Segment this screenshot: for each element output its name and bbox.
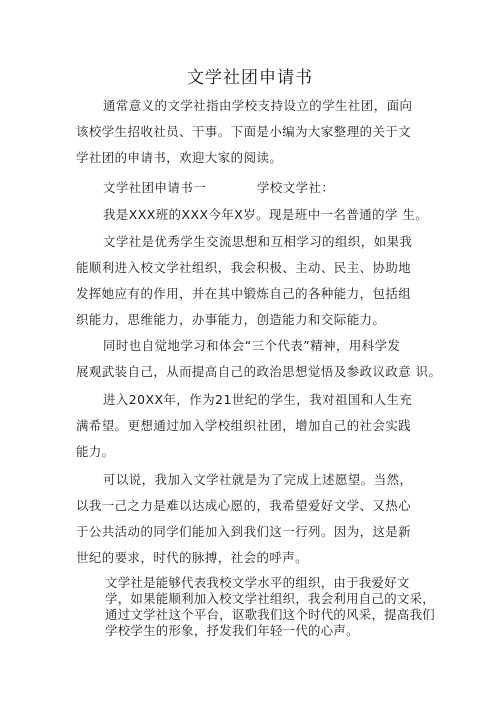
paragraph-line: 以我一己之力是难以达成心愿的，我希望爱好文学、又热心 <box>76 498 412 513</box>
salutation: 学校文学社： <box>257 180 335 195</box>
paragraph-line: 同时也自觉地学习和体会“三个代表”精神，用科学发 <box>103 338 401 353</box>
paragraph-line: 发挥她应有的作用，并在其中锻炼自己的各种能力，包括组 <box>76 286 412 301</box>
paragraph-line: 于公共活动的同学们能加入到我们这一行列。因为，这是新 <box>76 524 412 539</box>
document-title: 文学社团申请书 <box>187 68 313 88</box>
paragraph-line: 展观武装自己，从而提高自己的政治思想觉悟及参政议政意 识。 <box>76 364 442 379</box>
final-paragraph <box>105 575 435 639</box>
final-paragraph-line: 通过文学社这个平台，讴歌我们这个时代的风采，提高我们 <box>105 607 435 622</box>
paragraph-line: 织能力，思维能力，办事能力，创造能力和交际能力。 <box>76 312 386 327</box>
paragraph-line: 可以说，我加入文学社就是为了完成上述愿望。当然， <box>103 472 413 487</box>
final-paragraph-line: 文学社是能够代表我校文学水平的组织，由于我爱好文 <box>105 575 410 590</box>
paragraph-line: 满希望。更想通过加入学校组织社团，增加自己的社会实践 <box>76 418 412 433</box>
paragraph-line: 能力。 <box>76 444 115 459</box>
paragraph-line: 学社团的申请书，欢迎大家的阅读。 <box>76 150 283 165</box>
paragraph-line: 我是XXX班的XXX今年X岁。现是班中一名普通的学 生。 <box>103 207 429 222</box>
final-paragraph-line: 学，如果能顺利加入校文学社组织，我会利用自己的文采， <box>105 591 435 606</box>
paragraph-line: 通常意义的文学社指由学校支持设立的学生社团，面向 <box>103 98 413 113</box>
paragraph-line: 该校学生招收社员、干事。下面是小编为大家整理的关于文 <box>76 124 412 139</box>
paragraph-line: 世纪的要求，时代的脉搏，社会的呼声。 <box>76 550 309 565</box>
paragraph-line: 进入20XX年，作为21世纪的学生，我对祖国和人生充 <box>103 392 413 407</box>
paragraph-line: 能顺利进入校文学社组织，我会积极、主动、民主、协助地 <box>76 260 412 275</box>
final-paragraph-line: 学校学生的形象，抒发我们年轻一代的心声。 <box>105 623 359 638</box>
paragraph-line: 文学社是优秀学生交流思想和互相学习的组织，如果我 <box>103 234 413 249</box>
letter-heading: 文学社团申请书一 <box>103 180 207 195</box>
